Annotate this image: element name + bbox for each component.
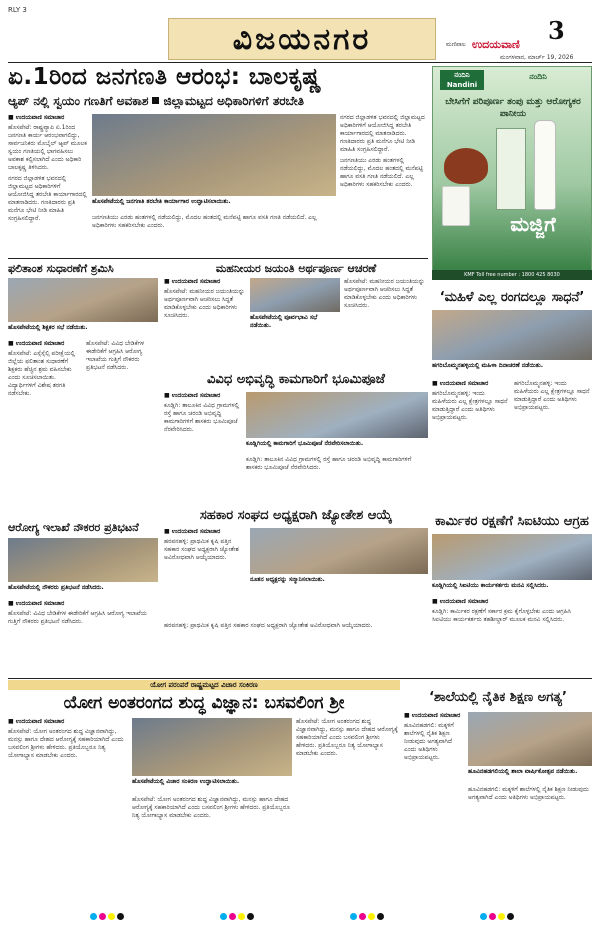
ad-product-name: ಮಜ್ಜಿಗೆ	[510, 212, 556, 236]
bottom-byline: ■ ಉದಯವಾಣಿ ಸಮಾಚಾರ	[8, 718, 65, 725]
ad-top-text: ನಂದಿನಿ	[529, 72, 547, 81]
story-4-body	[8, 600, 158, 676]
lead-column-1	[8, 114, 88, 256]
story-4-headline: ಆರೋಗ್ಯ ಇಲಾಖೆ ನೌಕರರ ಪ್ರತಿಭಟನೆ	[8, 521, 139, 534]
registration-marks-left	[90, 913, 124, 921]
story-1-byline: ■ ಉದಯವಾಣಿ ಸಮಾಚಾರ	[8, 340, 65, 347]
story-3-text-b: ಕೂಡ್ಲಿಗಿ: ತಾಲೂಕಿನ ವಿವಿಧ ಗ್ರಾಮಗಳಲ್ಲಿ ರಸ್ತೆ ಹಾಗೂ ಚರಂಡಿ ಅಭಿವೃದ್ಧಿ ಕಾಮಗಾರಿಗಳಿಗೆ ಶಾಸಕರು ಭೂಮಿಪೂಜೆ ನೆರವೇರಿಸಿದರು.	[246, 456, 412, 471]
ad-slogan: ಬೇಸಿಗೆಗೆ ಪರಿಪೂರ್ಣ ತಂಪು ಮತ್ತು ಆರೋಗ್ಯಕರ ಪಾನೀಯ	[445, 97, 581, 119]
story-7-caption: ಕೂಡ್ಲಿಗಿಯಲ್ಲಿ ಸಿಐಟಿಯು ಕಾರ್ಯಕರ್ತರು ಮನವಿ ಸಲ್ಲಿಸಿದರು.	[432, 582, 549, 589]
story-3-photo	[246, 392, 428, 438]
bottom-rule	[8, 678, 592, 679]
lead-body-3: ಜನಗಣತಿಯು ಎರಡು ಹಂತಗಳಲ್ಲಿ ನಡೆಯಲಿದ್ದು, ಮೊದಲ ಹಂತದಲ್ಲಿ ಮನೆಪಟ್ಟಿ ಹಾಗೂ ವಸತಿ ಗಣತಿ ನಡೆಯಲಿದೆ. ಎಲ್ಲ ಅಧಿಕಾರಿಗಳು ಸಹಕರಿಸಬೇಕು ಎಂದರು.	[92, 214, 317, 229]
registration-marks-far-right	[480, 913, 514, 921]
story-2-byline: ■ ಉದಯವಾಣಿ ಸಮಾಚಾರ	[164, 278, 221, 285]
bottom-text-b: ಹೊಸಪೇಟೆ: ಯೋಗ ಅಂತರಂಗದ ಶುದ್ಧ ವಿಜ್ಞಾನವಾಗಿದ್ದು, ಮನಸ್ಸು ಹಾಗೂ ದೇಹದ ಆರೋಗ್ಯಕ್ಕೆ ಸಹಕಾರಿಯಾಗಿದೆ ಎಂದು ಬಸವಲಿಂಗ ಶ್ರೀಗಳು ಹೇಳಿದರು. ಪ್ರತಿಯೊಬ್ಬರೂ ನಿತ್ಯ ಯೋಗಾಭ್ಯಾಸ ಮಾಡಬೇಕು ಎಂದರು.	[132, 796, 290, 819]
lead-photo	[92, 114, 336, 196]
lead-byline: ■ ಉದಯವಾಣಿ ಸಮಾಚಾರ	[8, 114, 65, 121]
lead-body-2: ನಗರದ ಜಿಲ್ಲಾಡಳಿತ ಭವನದಲ್ಲಿ ಜಿಲ್ಲಾಮಟ್ಟದ ಅಧಿಕಾರಿಗಳಿಗೆ ಆಯೋಜಿಸಿದ್ದ ತರಬೇತಿ ಕಾರ್ಯಾಗಾರದಲ್ಲಿ ಮಾತನಾಡಿದರು. ಗಣತಿದಾರರು ಪ್ರತಿ ಮನೆಗೂ ಭೇಟಿ ನೀಡಿ ಮಾಹಿತಿ ಸಂಗ್ರಹಿಸಲಿದ್ದಾರೆ.	[8, 175, 87, 222]
story-1-headline: ಫಲಿತಾಂಶ ಸುಧಾರಣೆಗೆ ಶ್ರಮಿಸಿ	[8, 262, 114, 275]
story-1-text: ಹೊಸಪೇಟೆ: ಎಸ್ಸೆಸ್ಸೆಲ್ಸಿ ಪರೀಕ್ಷೆಯಲ್ಲಿ ಜಿಲ್ಲೆಯ ಫಲಿತಾಂಶ ಸುಧಾರಣೆಗೆ ಶಿಕ್ಷಕರು ಹೆಚ್ಚಿನ ಶ್ರಮ ವಹಿಸಬೇಕು ಎಂದು ಸೂಚಿಸಲಾಯಿತು. ವಿದ್ಯಾರ್ಥಿಗಳಿಗೆ ವಿಶೇಷ ತರಗತಿ ನಡೆಸಬೇಕು.	[8, 350, 76, 397]
story-5-photo	[250, 528, 428, 574]
lead-subhead-a: ಆ್ಯಪ್ ನಲ್ಲಿ ಸ್ವಯಂ ಗಣತಿಗೆ ಅವಕಾಶ	[8, 94, 149, 108]
story-7-photo	[432, 534, 592, 580]
story-1-caption: ಹೊಸಪೇಟೆಯಲ್ಲಿ ಶಿಕ್ಷಕರ ಸಭೆ ನಡೆಯಿತು.	[8, 324, 88, 331]
story-2-text: ಹೊಸಪೇಟೆ: ಮಹನೀಯರ ಜಯಂತಿಯನ್ನು ಅರ್ಥಪೂರ್ಣವಾಗಿ ಆಚರಿಸಲು ಸಿದ್ಧತೆ ಮಾಡಿಕೊಳ್ಳಬೇಕು ಎಂದು ಅಧಿಕಾರಿಗಳು ಸೂಚಿಸಿದರು.	[164, 288, 245, 319]
lead-body-2b: ನಗರದ ಜಿಲ್ಲಾಡಳಿತ ಭವನದಲ್ಲಿ ಜಿಲ್ಲಾಮಟ್ಟದ ಅಧಿಕಾರಿಗಳಿಗೆ ಆಯೋಜಿಸಿದ್ದ ತರಬೇತಿ ಕಾರ್ಯಾಗಾರದಲ್ಲಿ ಮಾತನಾಡಿದರು. ಗಣತಿದಾರರು ಪ್ರತಿ ಮನೆಗೂ ಭೇಟಿ ನೀಡಿ ಮಾಹಿತಿ ಸಂಗ್ರಹಿಸಲಿದ್ದಾರೆ.	[340, 114, 425, 153]
lead-body-1: ಹೊಸಪೇಟೆ: ರಾಷ್ಟ್ರವ್ಯಾಪಿ ಏ.1ರಿಂದ ಜನಗಣತಿ ಕಾರ್ಯ ಆರಂಭವಾಗಲಿದ್ದು, ಸಾರ್ವಜನಿಕರು ಮೊಬೈಲ್ ಆ್ಯಪ್ ಮೂಲಕ ಸ್ವಯಂ ಗಣತಿಯಲ್ಲಿ ಭಾಗವಹಿಸಲು ಅವಕಾಶ ಕಲ್ಪಿಸಲಾಗಿದೆ ಎಂದು ಅಧಿಕಾರಿ ಬಾಲಕೃಷ್ಣ ತಿಳಿಸಿದರು.	[8, 124, 87, 171]
lead-column-3	[340, 114, 428, 256]
brand-prefix: ಮಣಿಪಾಲ	[446, 41, 466, 48]
story-3-body-col2	[246, 456, 428, 502]
registration-marks-right	[350, 913, 384, 921]
story-7-body	[432, 598, 592, 676]
masthead-rule	[8, 62, 592, 63]
story-2-body	[164, 278, 246, 370]
glass-illustration	[442, 186, 470, 226]
story-6-text: ಹಗರಿಬೊಮ್ಮನಹಳ್ಳಿ: ಇಂದು ಮಹಿಳೆಯರು ಎಲ್ಲ ಕ್ಷೇತ್ರಗಳಲ್ಲೂ ಸಾಧನೆ ಮಾಡುತ್ತಿದ್ದಾರೆ ಎಂದು ಅತಿಥಿಗಳು ಅಭಿಪ್ರಾಯಪಟ್ಟರು.	[432, 390, 508, 421]
story-4-byline: ■ ಉದಯವಾಣಿ ಸಮಾಚಾರ	[8, 600, 65, 607]
story-2-text-b: ಹೊಸಪೇಟೆ: ಮಹನೀಯರ ಜಯಂತಿಯನ್ನು ಅರ್ಥಪೂರ್ಣವಾಗಿ ಆಚರಿಸಲು ಸಿದ್ಧತೆ ಮಾಡಿಕೊಳ್ಳಬೇಕು ಎಂದು ಅಧಿಕಾರಿಗಳು ಸೂಚಿಸಿದರು.	[344, 278, 425, 309]
story-3-caption: ಕೂಡ್ಲಿಗಿಯಲ್ಲಿ ಕಾಮಗಾರಿಗೆ ಭೂಮಿಪೂಜೆ ನೆರವೇರಿಸಲಾಯಿತು.	[246, 440, 364, 447]
story-6-text-b: ಹಗರಿಬೊಮ್ಮನಹಳ್ಳಿ: ಇಂದು ಮಹಿಳೆಯರು ಎಲ್ಲ ಕ್ಷೇತ್ರಗಳಲ್ಲೂ ಸಾಧನೆ ಮಾಡುತ್ತಿದ್ದಾರೆ ಎಂದು ಅತಿಥಿಗಳು ಅಭಿಪ್ರಾಯಪಟ್ಟರು.	[514, 380, 590, 411]
school-body-col2	[468, 786, 592, 908]
story-6-caption: ಹಗರಿಬೊಮ್ಮನಹಳ್ಳಿಯಲ್ಲಿ ಮಹಿಳಾ ದಿನಾಚರಣೆ ನಡೆಯಿತು.	[432, 362, 544, 369]
story-5-text-b: ಹರಪನಹಳ್ಳಿ: ಪ್ರಾಥಮಿಕ ಕೃಷಿ ಪತ್ತಿನ ಸಹಕಾರ ಸಂಘದ ಅಧ್ಯಕ್ಷರಾಗಿ ಜ್ಯೋತೇಶ ಅವಿರೋಧವಾಗಿ ಆಯ್ಕೆಯಾದರು.	[164, 622, 373, 629]
school-text-b: ಹೂವಿನಹಡಗಲಿ: ಮಕ್ಕಳಿಗೆ ಶಾಲೆಗಳಲ್ಲಿ ನೈತಿಕ ಶಿಕ್ಷಣ ನೀಡುವುದು ಅಗತ್ಯವಾಗಿದೆ ಎಂದು ಅತಿಥಿಗಳು ಅಭಿಪ್ರಾಯಪಟ್ಟರು.	[468, 786, 589, 801]
story-7-byline: ■ ಉದಯವಾಣಿ ಸಮಾಚಾರ	[432, 598, 489, 605]
lead-photo-caption: ಹೊಸಪೇಟೆಯಲ್ಲಿ ಜನಗಣತಿ ತರಬೇತಿ ಕಾರ್ಯಾಗಾರ ಉದ್ಘಾಟಿಸಲಾಯಿತು.	[92, 198, 231, 205]
bottom-text-c: ಹೊಸಪೇಟೆ: ಯೋಗ ಅಂತರಂಗದ ಶುದ್ಧ ವಿಜ್ಞಾನವಾಗಿದ್ದು, ಮನಸ್ಸು ಹಾಗೂ ದೇಹದ ಆರೋಗ್ಯಕ್ಕೆ ಸಹಕಾರಿಯಾಗಿದೆ ಎಂದು ಬಸವಲಿಂಗ ಶ್ರೀಗಳು ಹೇಳಿದರು. ಪ್ರತಿಯೊಬ್ಬರೂ ನಿತ್ಯ ಯೋಗಾಭ್ಯಾಸ ಮಾಡಬೇಕು ಎಂದರು.	[296, 718, 398, 757]
story-5-caption: ನೂತನ ಅಧ್ಯಕ್ಷರನ್ನು ಸನ್ಮಾನಿಸಲಾಯಿತು.	[250, 576, 325, 583]
brand-logo: ಉದಯವಾಣಿ	[472, 38, 520, 51]
page-code: RLY 3	[8, 6, 27, 14]
story-2-caption: ಹೊಸಪೇಟೆಯಲ್ಲಿ ಪೂರ್ವಭಾವಿ ಸಭೆ ನಡೆಯಿತು.	[250, 314, 318, 329]
school-caption: ಹೂವಿನಹಡಗಲಿಯಲ್ಲಿ ಶಾಲಾ ವಾರ್ಷಿಕೋತ್ಸವ ನಡೆಯಿತು.	[468, 768, 578, 775]
lead-subhead	[8, 94, 476, 109]
story-3-headline: ವಿವಿಧ ಅಭಿವೃದ್ಧಿ ಕಾಮಗಾರಿಗೆ ಭೂಮಿಪೂಜೆ	[207, 372, 385, 387]
story-3-byline: ■ ಉದಯವಾಣಿ ಸಮಾಚಾರ	[164, 392, 221, 399]
story-7-headline: ಕಾರ್ಮಿಕರ ರಕ್ಷಣೆಗೆ ಸಿಐಟಿಯು ಆಗ್ರಹ	[435, 514, 589, 529]
story-1-photo	[8, 278, 158, 322]
story-6-byline: ■ ಉದಯವಾಣಿ ಸಮಾಚಾರ	[432, 380, 489, 387]
story-2-body-col2	[344, 278, 428, 370]
clay-pot-illustration	[444, 148, 488, 184]
school-photo	[468, 712, 592, 766]
bottom-body-col2	[132, 796, 292, 908]
story-5-headline: ಸಹಕಾರ ಸಂಘದ ಅಧ್ಯಕ್ಷರಾಗಿ ಜ್ಯೋತೇಶ ಆಯ್ಕೆ	[199, 508, 393, 523]
story-5-byline: ■ ಉದಯವಾಣಿ ಸಮಾಚಾರ	[164, 528, 221, 535]
lead-subhead-b: ಜಿಲ್ಲಾಮಟ್ಟದ ಅಧಿಕಾರಿಗಳಿಗೆ ತರಬೇತಿ	[163, 94, 305, 108]
story-6-body	[432, 380, 510, 508]
registration-marks-center	[220, 913, 254, 921]
story-4-text: ಹೊಸಪೇಟೆ: ವಿವಿಧ ಬೇಡಿಕೆಗಳ ಈಡೇರಿಕೆಗೆ ಆಗ್ರಹಿಸಿ ಆರೋಗ್ಯ ಇಲಾಖೆಯ ಗುತ್ತಿಗೆ ನೌಕರರು ಪ್ರತಿಭಟನೆ ನಡೆಸಿದರು.	[8, 610, 147, 625]
school-text: ಹೂವಿನಹಡಗಲಿ: ಮಕ್ಕಳಿಗೆ ಶಾಲೆಗಳಲ್ಲಿ ನೈತಿಕ ಶಿಕ್ಷಣ ನೀಡುವುದು ಅಗತ್ಯವಾಗಿದೆ ಎಂದು ಅತಿಥಿಗಳು ಅಭಿಪ್ರಾಯಪಟ್ಟರು.	[404, 722, 454, 761]
section-rule	[8, 258, 428, 259]
story-3-body	[164, 392, 242, 502]
masthead-title: ವಿಜಯನಗರ	[168, 18, 436, 60]
lead-body-3b: ಜನಗಣತಿಯು ಎರಡು ಹಂತಗಳಲ್ಲಿ ನಡೆಯಲಿದ್ದು, ಮೊದಲ ಹಂತದಲ್ಲಿ ಮನೆಪಟ್ಟಿ ಹಾಗೂ ವಸತಿ ಗಣತಿ ನಡೆಯಲಿದೆ. ಎಲ್ಲ ಅಧಿಕಾರಿಗಳು ಸಹಕರಿಸಬೇಕು ಎಂದರು.	[340, 157, 423, 188]
story-6-body-col2	[514, 380, 592, 508]
separator-square	[152, 97, 159, 104]
nandini-logo: ನಂದಿನಿ Nandini	[440, 70, 484, 90]
story-1-body	[8, 340, 82, 470]
bottom-caption: ಹೊಸಪೇಟೆಯಲ್ಲಿ ವಿಚಾರ ಸಂಕಿರಣ ಉದ್ಘಾಟಿಸಲಾಯಿತು.	[132, 778, 240, 785]
lead-column-2	[92, 214, 336, 256]
story-7-text: ಕೂಡ್ಲಿಗಿ: ಕಾರ್ಮಿಕರ ರಕ್ಷಣೆಗೆ ಸರ್ಕಾರ ಕ್ರಮ ಕೈಗೊಳ್ಳಬೇಕು ಎಂದು ಆಗ್ರಹಿಸಿ ಸಿಐಟಿಯು ಕಾರ್ಯಕರ್ತರು ತಹಶೀಲ್ದಾರ್ ಮೂಲಕ ಮನವಿ ಸಲ್ಲಿಸಿದರು.	[432, 608, 572, 623]
bottom-body-col3	[296, 718, 400, 908]
school-byline: ■ ಉದಯವಾಣಿ ಸಮಾಚಾರ	[404, 712, 461, 719]
bottom-banner: ಯೋಗ ಪರಂಪರೆ ರಾಷ್ಟ್ರಮಟ್ಟದ ವಿಚಾರ ಸಂಕಿರಣ	[8, 680, 400, 690]
bottle-illustration	[534, 120, 556, 210]
story-3-text: ಕೂಡ್ಲಿಗಿ: ತಾಲೂಕಿನ ವಿವಿಧ ಗ್ರಾಮಗಳಲ್ಲಿ ರಸ್ತೆ ಹಾಗೂ ಚರಂಡಿ ಅಭಿವೃದ್ಧಿ ಕಾಮಗಾರಿಗಳಿಗೆ ಶಾಸಕರು ಭೂಮಿಪೂಜೆ ನೆರವೇರಿಸಿದರು.	[164, 402, 240, 433]
bottom-body	[8, 718, 128, 908]
ad-footer: KMF Toll free number : 1800 425 8030	[432, 270, 592, 280]
bottom-headline: ಯೋಗ ಅಂತರಂಗದ ಶುದ್ಧ ವಿಜ್ಞಾನ: ಬಸವಲಿಂಗ ಶ್ರೀ	[63, 693, 345, 713]
page-number: 3	[548, 16, 565, 45]
story-2-photo	[250, 278, 340, 312]
carton-illustration	[496, 128, 526, 210]
story-5-body-col2	[164, 622, 428, 676]
story-6-headline: ‘ಮಹಿಳೆ ಎಲ್ಲ ರಂಗದಲ್ಲೂ ಸಾಧನೆ’	[439, 290, 585, 305]
story-5-body	[164, 528, 246, 620]
lead-headline: ಏ.1ರಿಂದ ಜನಗಣತಿ ಆರಂಭ: ಬಾಲಕೃಷ್ಣ	[8, 64, 322, 90]
story-5-text: ಹರಪನಹಳ್ಳಿ: ಪ್ರಾಥಮಿಕ ಕೃಷಿ ಪತ್ತಿನ ಸಹಕಾರ ಸಂಘದ ಅಧ್ಯಕ್ಷರಾಗಿ ಜ್ಯೋತೇಶ ಅವಿರೋಧವಾಗಿ ಆಯ್ಕೆಯಾದರು.	[164, 538, 239, 561]
school-headline: ‘ಶಾಲೆಯಲ್ಲಿ ನೈತಿಕ ಶಿಕ್ಷಣ ಅಗತ್ಯ’	[429, 690, 567, 705]
story-1-body-col2	[86, 340, 158, 470]
school-body	[404, 712, 464, 908]
story-4-photo	[8, 538, 158, 582]
story-2-headline: ಮಹನೀಯರ ಜಯಂತಿ ಅರ್ಥಪೂರ್ಣ ಆಚರಣೆ	[215, 262, 377, 275]
story-4-caption: ಹೊಸಪೇಟೆಯಲ್ಲಿ ನೌಕರರು ಪ್ರತಿಭಟನೆ ನಡೆಸಿದರು.	[8, 584, 104, 591]
dateline: ಮಂಗಳವಾರ, ಮಾರ್ಚ್ 19, 2026	[500, 54, 574, 61]
bottom-text: ಹೊಸಪೇಟೆ: ಯೋಗ ಅಂತರಂಗದ ಶುದ್ಧ ವಿಜ್ಞಾನವಾಗಿದ್ದು, ಮನಸ್ಸು ಹಾಗೂ ದೇಹದ ಆರೋಗ್ಯಕ್ಕೆ ಸಹಕಾರಿಯಾಗಿದೆ ಎಂದು ಬಸವಲಿಂಗ ಶ್ರೀಗಳು ಹೇಳಿದರು. ಪ್ರತಿಯೊಬ್ಬರೂ ನಿತ್ಯ ಯೋಗಾಭ್ಯಾಸ ಮಾಡಬೇಕು ಎಂದರು.	[8, 728, 124, 759]
story-6-photo	[432, 310, 592, 360]
bottom-photo	[132, 718, 292, 776]
story-1-text-b: ಹೊಸಪೇಟೆ: ವಿವಿಧ ಬೇಡಿಕೆಗಳ ಈಡೇರಿಕೆಗೆ ಆಗ್ರಹಿಸಿ ಆರೋಗ್ಯ ಇಲಾಖೆಯ ಗುತ್ತಿಗೆ ನೌಕರರು ಪ್ರತಿಭಟನೆ ನಡೆಸಿದರು.	[86, 340, 145, 371]
